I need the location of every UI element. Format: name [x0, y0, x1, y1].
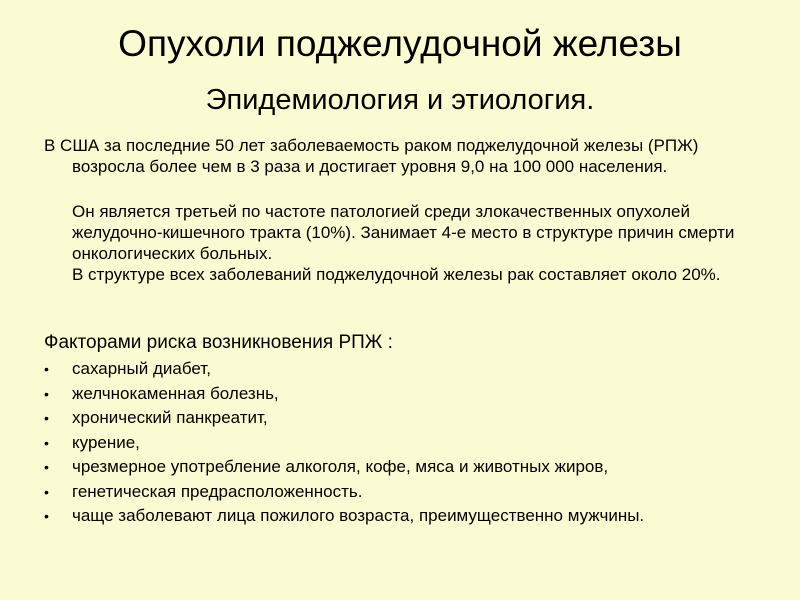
paragraph-frequency: Он является третьей по частоте патологией среди злокачественных опухолей желудочно-кишечного тракта (10%). Занимает 4-е место в структуре причин смерти онкологических больных. [72, 202, 735, 263]
list-item [0, 431, 800, 456]
slide-subtitle: Эпидемиология и этиология. [205, 84, 595, 116]
list-item [0, 357, 800, 382]
list-item-text: генетическая предрасположенность. [72, 481, 363, 501]
slide-title: Опухоли поджелудочной железы [118, 23, 682, 64]
list-item [0, 480, 800, 505]
bullet-icon: • [44, 508, 49, 524]
list-item-text: чаще заболевают лица пожилого возраста, преимущественно мужчины. [72, 506, 645, 525]
paragraph-incidence: В США за последние 50 лет заболеваемость раком поджелудочной железы (РПЖ) возросла более чем в 3 раза и достигает уровня 9,0 на 100 000 населения. [44, 136, 699, 176]
bullet-icon: • [44, 410, 49, 426]
bullet-icon: • [44, 459, 49, 475]
list-item [0, 504, 800, 529]
list-item-text: сахарный диабет, [72, 359, 211, 378]
bullet-icon: • [44, 483, 49, 500]
list-item-text: чрезмерное употребление алкоголя, кофе, мяса и животных жиров, [72, 457, 609, 476]
bullet-icon: • [44, 361, 49, 377]
risk-factors-heading: Факторами риска возникновения РПЖ : [44, 332, 393, 353]
risk-factors-list [0, 357, 800, 529]
list-item [0, 406, 800, 431]
paragraph-structure: В структуре всех заболеваний поджелудочной железы рак составляет около 20%. [72, 265, 721, 284]
bullet-icon: • [44, 434, 49, 451]
list-item [0, 455, 800, 480]
list-item-text: желчнокаменная болезнь, [72, 383, 279, 403]
list-item-text: хронический панкреатит, [72, 408, 268, 427]
list-item [0, 382, 800, 407]
list-item-text: курение, [72, 432, 140, 452]
bullet-icon: • [44, 385, 49, 402]
